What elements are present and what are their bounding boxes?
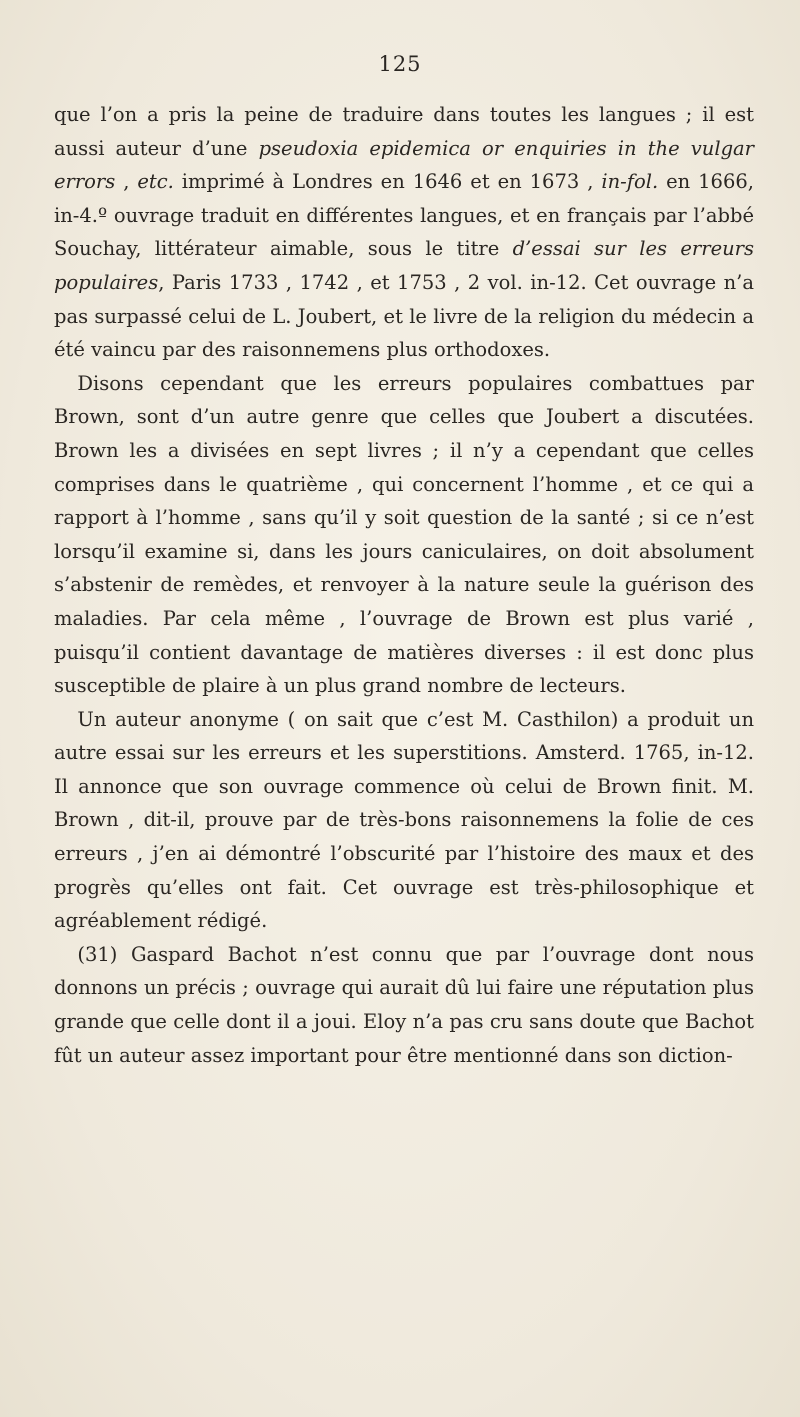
page-number: 125 <box>378 52 422 76</box>
paragraph-4 <box>54 938 754 1072</box>
text-run: Disons cependant que les erreurs populaires combattues par Brown, sont d’un autre genre que celles que Joubert a discutées. Brown les a divisées en sept livres ; il n’y a cependant que celles comprises dans le quatrième , qui concernent l’homme , et ce qui a rapport à l’homme , sans qu’il y soit question de la santé ; si ce n’est lorsqu’il examine si, dans les jours caniculaires, on doit absolument s’abstenir de remèdes, et renvoyer à la nature seule la guérison des maladies. Par cela même , l’ouvrage de Brown est plus varié , puisqu’il contient davantage de matières diverses : il est donc plus susceptible de plaire à un plus grand nombre de lecteurs. <box>54 371 754 698</box>
text-run: que l’on a pris la peine de traduire dans toutes les langues ; il est aussi auteur d’une <box>54 103 754 160</box>
paragraph-3 <box>54 703 754 938</box>
text-run: , <box>115 170 138 194</box>
text-run: , Paris 1733 , 1742 , et 1753 , 2 vol. in-12. Cet ouvrage n’a pas surpassé celui de L. Joubert, et le livre de la religion du médecin a été vaincu par des raisonnemens plus orthodoxes. <box>54 270 754 362</box>
italic-in-fol: in-fol. <box>601 170 659 194</box>
paragraph-1 <box>54 98 754 367</box>
text-run: imprimé à Londres en 1646 et en 1673 , <box>173 170 602 194</box>
italic-title-essai: d’essai sur les erreurs populaires <box>54 237 755 294</box>
italic-title-pseudoxia: pseudoxia epidemica or enquiries in the vulgar errors <box>54 136 754 194</box>
text-run: (31) Gaspard Bachot n’est connu que par l’ouvrage dont nous donnons un précis ; ouvrage qui aurait dû lui faire une réputation plus grande que celle dont il a joui. Eloy n’a pas cru sans doute que Bachot fût un auteur assez important pour être mentionné dans son diction- <box>54 942 754 1067</box>
body-text <box>54 98 754 1072</box>
text-run: Un auteur anonyme ( on sait que c’est M. Casthilon) a produit un autre essai sur les erreurs et les superstitions. Amsterd. 1765, in-12. Il annonce que son ouvrage commence où celui de Brown finit. M. Brown , dit-il, prouve par de très-bons raisonnemens la folie de ces erreurs , j’en ai démontré l’obscurité par l’histoire des maux et des progrès qu’elles ont fait. Cet ouvrage est très-philosophique et agréablement rédigé. <box>54 707 754 933</box>
italic-etc: etc. <box>137 170 174 194</box>
text-run: en 1666, in-4.º ouvrage traduit en différentes langues, et en français par l’abbé Souchay, littérateur aimable, sous le titre <box>54 170 754 261</box>
paragraph-2 <box>54 367 754 703</box>
